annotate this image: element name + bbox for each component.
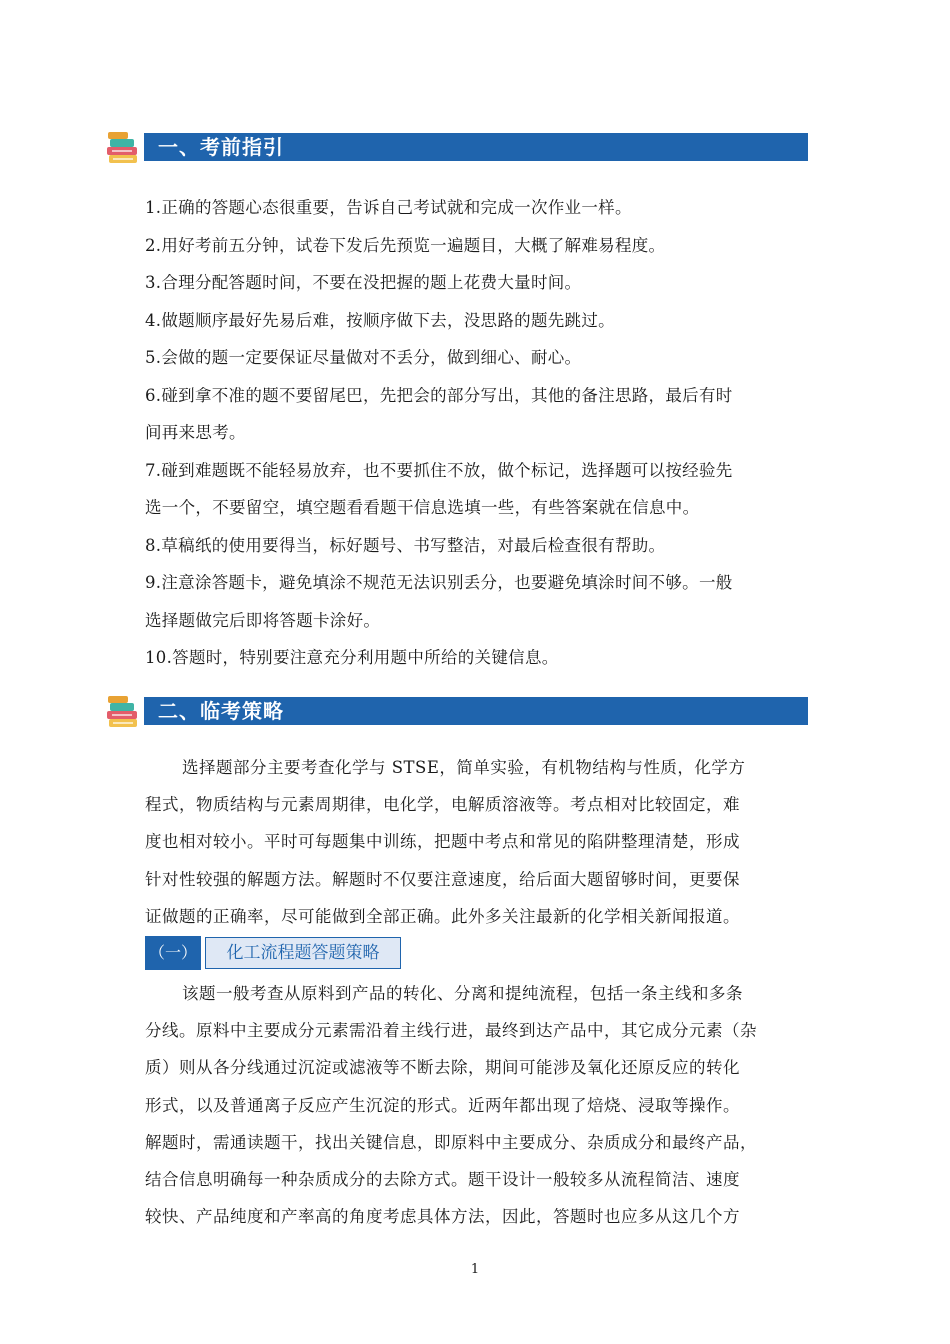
paragraph-line: 该题一般考查从原料到产品的转化、分离和提纯流程，包括一条主线和多条 [182,984,743,1003]
list-item: 间再来思考。 [145,423,246,442]
paragraph-line: 分线。原料中主要成分元素需沿着主线行进，最终到达产品中，其它成分元素（杂 [145,1021,757,1040]
paragraph-line: 度也相对较小。平时可每题集中训练，把题中考点和常见的陷阱整理清楚，形成 [145,832,740,851]
books-icon [104,128,144,166]
paragraph-line: 较快、产品纯度和产率高的角度考虑具体方法，因此，答题时也应多从这几个方 [145,1207,740,1226]
list-item: 4.做题顺序最好先易后难，按顺序做下去，没思路的题先跳过。 [145,311,615,330]
paragraph-line: 形式，以及普通离子反应产生沉淀的形式。近两年都出现了焙烧、浸取等操作。 [145,1096,740,1115]
subsection-title: 化工流程题答题策略 [205,937,401,969]
list-item: 3.合理分配答题时间，不要在没把握的题上花费大量时间。 [145,273,582,292]
paragraph-line: 证做题的正确率，尽可能做到全部正确。此外多关注最新的化学相关新闻报道。 [145,907,740,926]
paragraph-line: 程式，物质结构与元素周期律，电化学，电解质溶液等。考点相对比较固定，难 [145,795,740,814]
list-item: 7.碰到难题既不能轻易放弃，也不要抓住不放，做个标记，选择题可以按经验先 [145,461,733,480]
section-header-1 [104,128,808,166]
paragraph-line: 针对性较强的解题方法。解题时不仅要注意速度，给后面大题留够时间，更要保 [145,870,740,889]
paragraph-line: 结合信息明确每一种杂质成分的去除方式。题干设计一般较多从流程简洁、速度 [145,1170,740,1189]
list-item: 选一个，不要留空，填空题看看题干信息选填一些，有些答案就在信息中。 [145,498,700,517]
list-item: 6.碰到拿不准的题不要留尾巴，先把会的部分写出，其他的备注思路，最后有时 [145,386,733,405]
section-header-bar [144,697,808,725]
list-item: 9.注意涂答题卡，避免填涂不规范无法识别丢分，也要避免填涂时间不够。一般 [145,573,733,592]
books-icon [104,692,144,730]
list-item: 1.正确的答题心态很重要，告诉自己考试就和完成一次作业一样。 [145,198,632,217]
section-title: 一、考前指引 [158,135,284,159]
paragraph-line: 解题时，需通读题干，找出关键信息，即原料中主要成分、杂质成分和最终产品， [145,1133,757,1152]
section-title: 二、临考策略 [158,699,284,723]
list-item: 8.草稿纸的使用要得当，标好题号、书写整洁，对最后检查很有帮助。 [145,536,666,555]
paragraph-line: 选择题部分主要考查化学与 STSE，简单实验，有机物结构与性质，化学方 [182,758,746,777]
list-item: 10.答题时，特别要注意充分利用题中所给的关键信息。 [145,648,559,667]
page-number: 1 [470,1262,480,1277]
paragraph-line: 质）则从各分线通过沉淀或滤液等不断去除，期间可能涉及氧化还原反应的转化 [145,1058,740,1077]
subsection-number: （一） [145,936,201,970]
list-item: 2.用好考前五分钟，试卷下发后先预览一遍题目，大概了解难易程度。 [145,236,666,255]
section-header-2 [104,692,808,730]
list-item: 5.会做的题一定要保证尽量做对不丢分，做到细心、耐心。 [145,348,582,367]
list-item: 选择题做完后即将答题卡涂好。 [145,611,381,630]
section-header-bar [144,133,808,161]
